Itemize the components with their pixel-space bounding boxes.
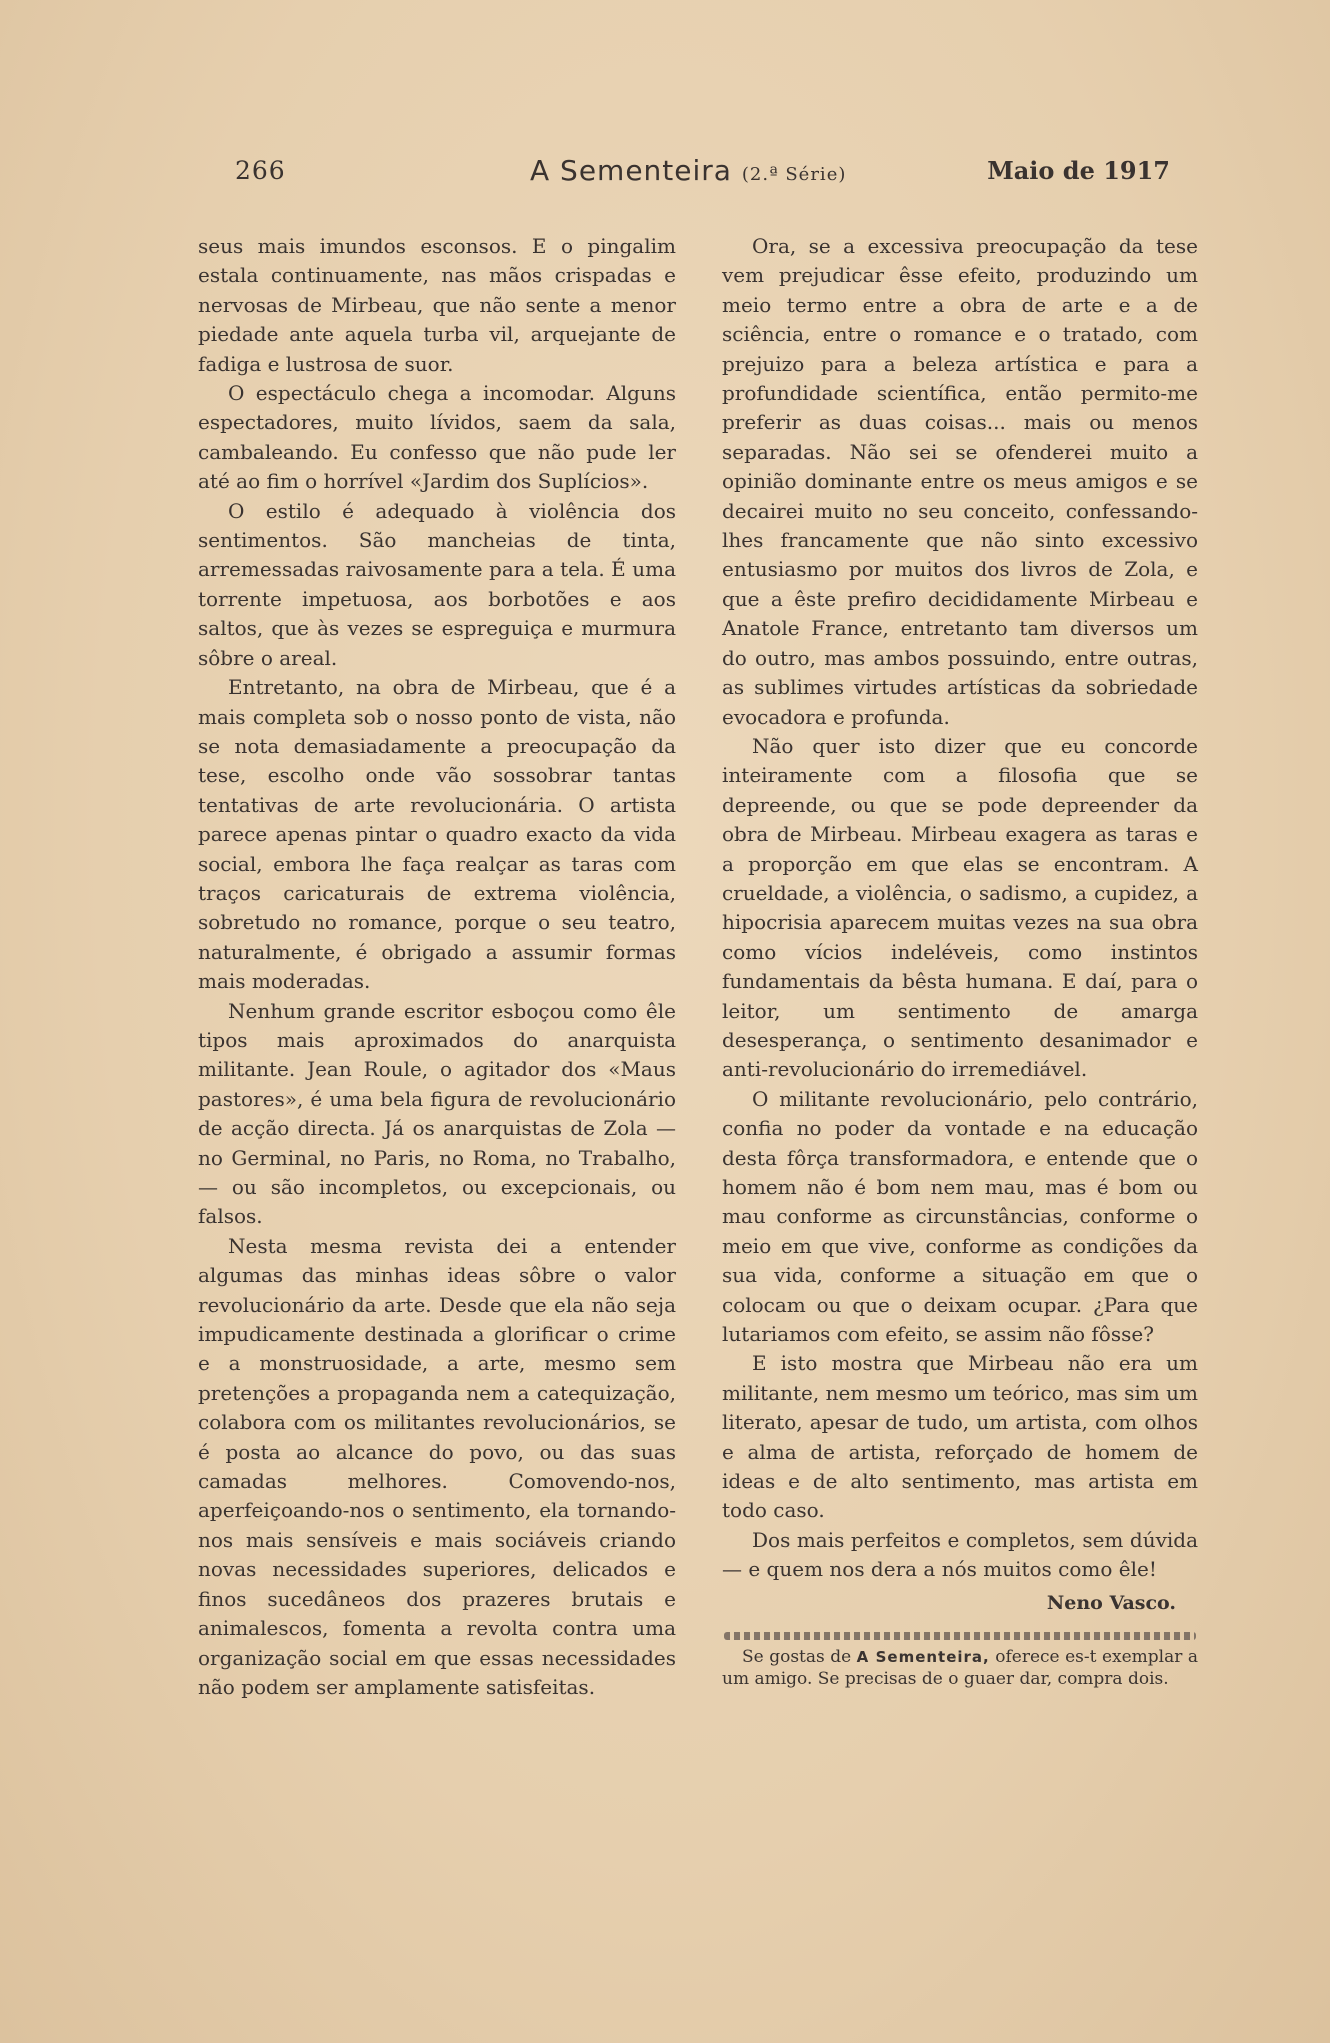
left-column — [198, 232, 676, 1702]
journal-series: (2.ª Série) — [741, 164, 847, 185]
left-paragraph-4: Entretanto, na obra de Mirbeau, que é a mais completa sob o nosso ponto de vista, não se nota demasiadamente a preocupação da tese, escolho onde vão sossobrar tantas tentativas de arte revolucionária. O artista parece apenas pintar o quadro exacto da vida social, embora lhe faça realçar as taras com traços caricaturais de extrema violência, sobretudo no romance, porque o seu teatro, naturalmente, é obrigado a assumir formas mais moderadas. — [198, 675, 676, 994]
left-paragraph-2: O espectáculo chega a incomodar. Alguns espectadores, muito lívidos, saem da sala, cambaleando. Eu confesso que não pude ler até ao fim o horrível «Jardim dos Suplícios». — [198, 381, 676, 494]
notice-text-before: Se gostas de — [742, 1647, 852, 1668]
notice-text-after: oferece es-t exemplar a um amigo. Se precisas de o guaer dar, compra dois. — [722, 1647, 1199, 1690]
notice-brand: A Sementeira, — [856, 1648, 990, 1667]
right-paragraph-4: E isto mostra que Mirbeau não era um militante, nem mesmo um teórico, mas sim um literato, apesar de tudo, um artista, com olhos e alma de artista, reforçado de homem de ideas e de alto sentimento, mas artista em todo caso. — [722, 1351, 1198, 1523]
journal-title — [530, 154, 846, 187]
page-header — [225, 152, 1170, 192]
right-paragraph-1: Ora, se a excessiva preocupação da tese vem prejudicar êsse efeito, produzindo um meio termo entre a obra de arte e a de sciência, entre o romance e o tratado, com prejuizo para a beleza artística e para a profundidade scientífica, então permito-me preferir as duas coisas... mais ou menos separadas. Não sei se ofenderei muito a opinião dominante entre os meus amigos e se decairei muito no seu conceito, confessando-lhes francamente que não sinto excessivo entusiasmo por muitos dos livros de Zola, e que a êste prefiro decididamente Mirbeau e Anatole France, entretanto tam diversos um do outro, mas ambos possuindo, entre outras, as sublimes virtudes artísticas da sobriedade evocadora e profunda. — [722, 234, 1198, 729]
issue-date: Maio de 1917 — [987, 156, 1170, 185]
page-number: 266 — [235, 156, 286, 185]
left-paragraph-6: Nesta mesma revista dei a entender algumas das minhas ideas sôbre o valor revolucionário da arte. Desde que ela não seja impudicamente destinada a glorificar o crime e a monstruosidade, a arte, mesmo sem pretenções a propaganda nem a catequização, colabora com os militantes revolucionários, se é posta ao alcance do povo, ou das suas camadas melhores. Comovendo-nos, aperfeiçoando-nos o sentimento, ela tornando-nos mais sensíveis e mais sociáveis criando novas necessidades superiores, delicados e finos sucedâneos dos prazeres brutais e animalescos, fomenta a revolta contra uma organização social em que essas necessidades não podem ser amplamente satisfeitas. — [198, 1233, 676, 1699]
subscription-notice — [722, 1646, 1198, 1690]
left-paragraph-5: Nenhum grande escritor esboçou como êle tipos mais aproximados do anarquista militante. Jean Roule, o agitador dos «Maus pastores», é uma bela figura de revolucionário de acção directa. Já os anarquistas de Zola — no Germinal, no Paris, no Roma, no Trabalho, — ou são incompletos, ou excepcionais, ou falsos. — [198, 998, 676, 1229]
author-signature: Neno Vasco. — [1046, 1591, 1176, 1614]
journal-name: A Sementeira — [530, 154, 732, 187]
decorative-divider — [724, 1632, 1196, 1640]
right-paragraph-2: Não quer isto dizer que eu concorde inteiramente com a filosofia que se depreende, ou que se pode depreender da obra de Mirbeau. Mirbeau exagera as taras e a proporção em que elas se encontram. A crueldade, a violência, o sadismo, a cupidez, a hipocrisia aparecem muitas vezes na sua obra como vícios indeléveis, como instintos fundamentais da bêsta humana. E daí, para o leitor, um sentimento de amarga desesperança, o sentimento desanimador e anti-revolucionário do irremediável. — [722, 733, 1198, 1082]
right-column — [722, 232, 1198, 1690]
left-paragraph-1: seus mais imundos esconsos. E o pingalim estala continuamente, nas mãos crispadas e nervosas de Mirbeau, que não sente a menor piedade ante aquela turba vil, arquejante de fadiga e lustrosa de suor. — [198, 234, 676, 376]
right-paragraph-5: Dos mais perfeitos e completos, sem dúvida — e quem nos dera a nós muitos como êle! — [722, 1527, 1198, 1582]
right-paragraph-3: O militante revolucionário, pelo contrário, confia no poder da vontade e na educação desta fôrça transformadora, e entende que o homem não é bom nem mau, mas é bom ou mau conforme as circunstâncias, conforme o meio em que vive, conforme as condições da sua vida, conforme a situação em que o colocam ou que o deixam ocupar. ¿Para que lutariamos com efeito, se assim não fôsse? — [722, 1086, 1198, 1347]
left-paragraph-3: O estilo é adequado à violência dos sentimentos. São mancheias de tinta, arremessadas raivosamente para a tela. É uma torrente impetuosa, aos borbotões e aos saltos, que às vezes se espreguiça e murmura sôbre o areal. — [198, 498, 676, 670]
